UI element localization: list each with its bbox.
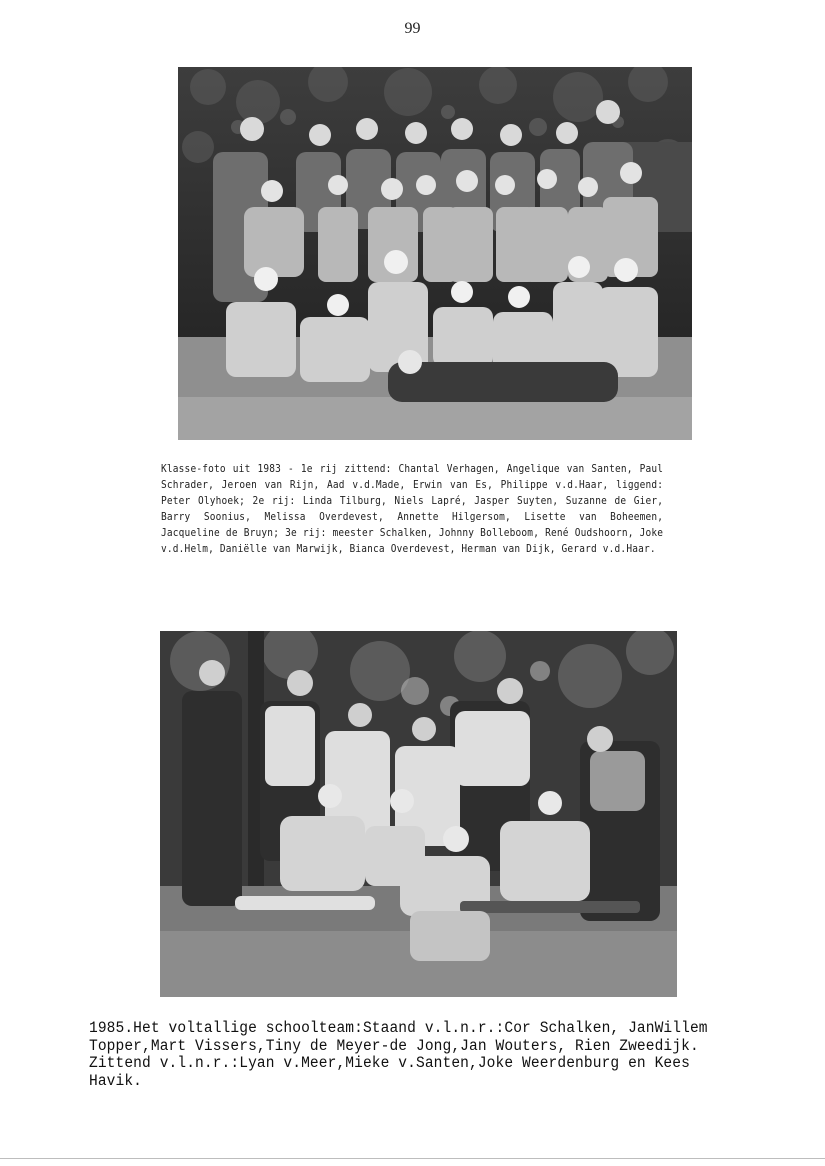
class-photo xyxy=(178,67,692,440)
page-bottom-rule xyxy=(0,1158,825,1159)
team-photo xyxy=(160,631,677,997)
team-photo-caption: 1985.Het voltallige schoolteam:Staand v.l.n.r.:Cor Schalken, JanWillem Topper,Mart Vissers,Tiny de Meyer-de Jong,Jan Wouters, Rien Zweedijk. Zittend v.l.n.r.:Lyan v.Meer,Mieke v.Santen,Joke Weerdenburg en Kees Havik. xyxy=(89,1019,708,1090)
page-number: 99 xyxy=(404,20,421,37)
class-photo-caption: Klasse-foto uit 1983 - 1e rij zittend: Chantal Verhagen, Angelique van Santen, Paul Schrader, Jeroen van Rijn, Aad v.d.Made, Erwin van Es, Philippe v.d.Haar, liggend: Peter Olyhoek; 2e rij: Linda Tilburg, Niels Lapré, Jasper Suyten, Suzanne de Gier, Barry Soonius, Melissa Overdevest, Annette Hilgersom, Lisette van Boheemen, Jacqueline de Bruyn; 3e rij: meester Schalken, Johnny Bolleboom, René Oudshoorn, Joke v.d.Helm, Daniëlle van Marwijk, Bianca Overdevest, Herman van Dijk, Gerard v.d.Haar. xyxy=(161,464,664,556)
team-photo-image xyxy=(160,631,677,997)
class-photo-image xyxy=(178,67,692,440)
